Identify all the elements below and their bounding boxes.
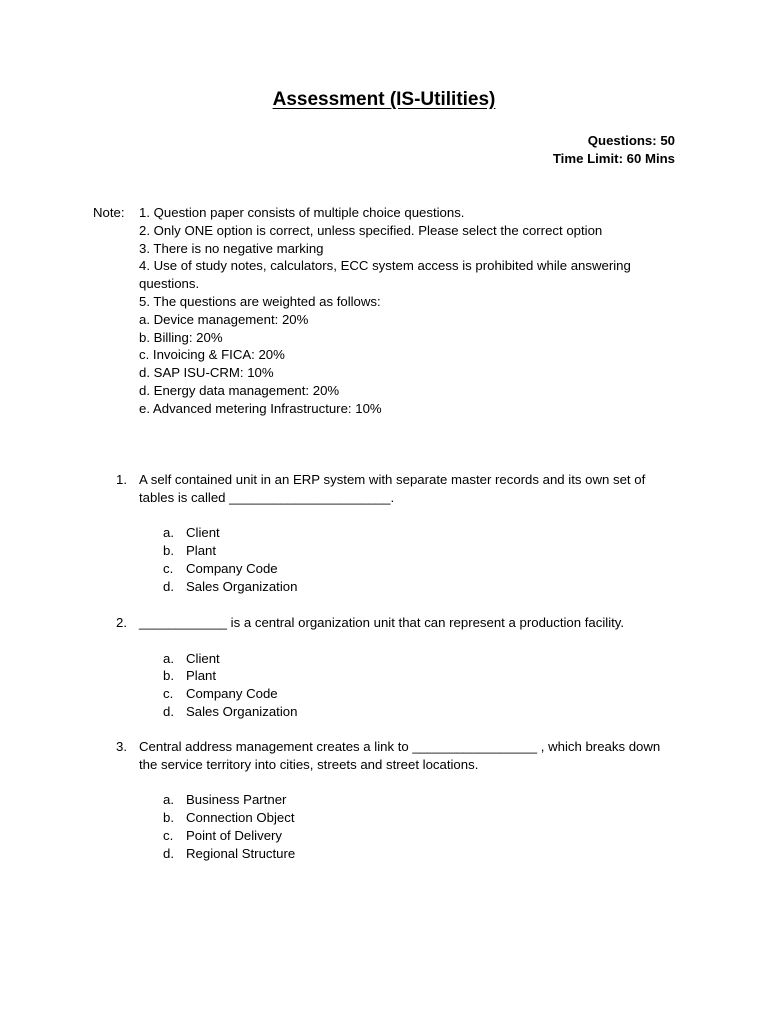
option-text: Connection Object <box>186 810 295 826</box>
question-text: ____________ is a central organization unit that can represent a production facility. <box>139 615 625 630</box>
option-item <box>163 809 676 827</box>
option-text: Company Code <box>186 686 278 702</box>
note-line: d. SAP ISU-CRM: 10% <box>139 365 274 381</box>
option-letter: d. <box>163 578 174 594</box>
note-line: d. Energy data management: 20% <box>139 382 340 398</box>
option-text: Regional Structure <box>186 845 296 861</box>
option-text: Company Code <box>186 560 278 576</box>
question-number: 3. <box>116 739 127 754</box>
option-text: Plant <box>186 668 217 684</box>
note-line: 2. Only ONE option is correct, unless specified. Please select the correct option <box>139 222 603 238</box>
option-letter: a. <box>163 792 174 808</box>
option-item <box>163 667 676 685</box>
note-line: b. Billing: 20% <box>139 329 223 345</box>
option-item <box>163 560 676 578</box>
option-letter: c. <box>163 686 174 702</box>
question-text: Central address management creates a link to _________________ , which breaks down the service territory into cities, streets and street locations. <box>139 739 661 772</box>
option-text: Client <box>186 650 220 666</box>
question-3 <box>116 738 676 863</box>
question-1 <box>116 471 676 596</box>
option-letter: a. <box>163 650 174 666</box>
note-line: c. Invoicing & FICA: 20% <box>139 347 285 363</box>
option-text: Plant <box>186 543 217 559</box>
option-list <box>163 650 676 721</box>
option-list <box>163 791 676 862</box>
note-line: questions. <box>139 276 200 292</box>
option-letter: a. <box>163 525 174 541</box>
option-letter: b. <box>163 668 174 684</box>
page-title: Assessment (IS-Utilities) <box>272 89 496 110</box>
option-letter: c. <box>163 827 174 843</box>
question-2 <box>116 614 676 721</box>
assessment-meta <box>553 132 675 168</box>
option-item <box>163 650 676 668</box>
note-line: 5. The questions are weighted as follows: <box>139 293 381 309</box>
option-text: Sales Organization <box>186 703 298 719</box>
option-item <box>163 791 676 809</box>
question-number: 2. <box>116 615 127 630</box>
option-item <box>163 827 676 845</box>
option-text: Sales Organization <box>186 578 298 594</box>
option-text: Business Partner <box>186 792 287 808</box>
time-limit: Time Limit: 60 Mins <box>552 151 675 166</box>
option-item <box>163 524 676 542</box>
option-text: Point of Delivery <box>186 827 283 843</box>
option-letter: b. <box>163 810 174 826</box>
option-letter: b. <box>163 543 174 559</box>
option-letter: d. <box>163 703 174 719</box>
note-line: 1. Question paper consists of multiple choice questions. <box>139 205 465 220</box>
note-line: a. Device management: 20% <box>139 311 309 327</box>
option-item <box>163 542 676 560</box>
questions-count: Questions: 50 <box>587 133 675 148</box>
option-item <box>163 703 676 721</box>
note-list <box>139 204 679 418</box>
option-letter: c. <box>163 560 174 576</box>
option-letter: d. <box>163 845 174 861</box>
question-number: 1. <box>116 472 127 487</box>
question-text: A self contained unit in an ERP system with separate master records and its own set of tables is called ______________________. <box>139 472 646 505</box>
note-line: e. Advanced metering Infrastructure: 10% <box>139 400 382 416</box>
option-text: Client <box>186 525 220 541</box>
option-item <box>163 685 676 703</box>
option-item <box>163 578 676 596</box>
note-line: 4. Use of study notes, calculators, ECC system access is prohibited while answering <box>139 258 631 274</box>
option-item <box>163 845 676 863</box>
note-label: Note: <box>93 205 125 220</box>
option-list <box>163 524 676 595</box>
note-line: 3. There is no negative marking <box>139 240 324 256</box>
